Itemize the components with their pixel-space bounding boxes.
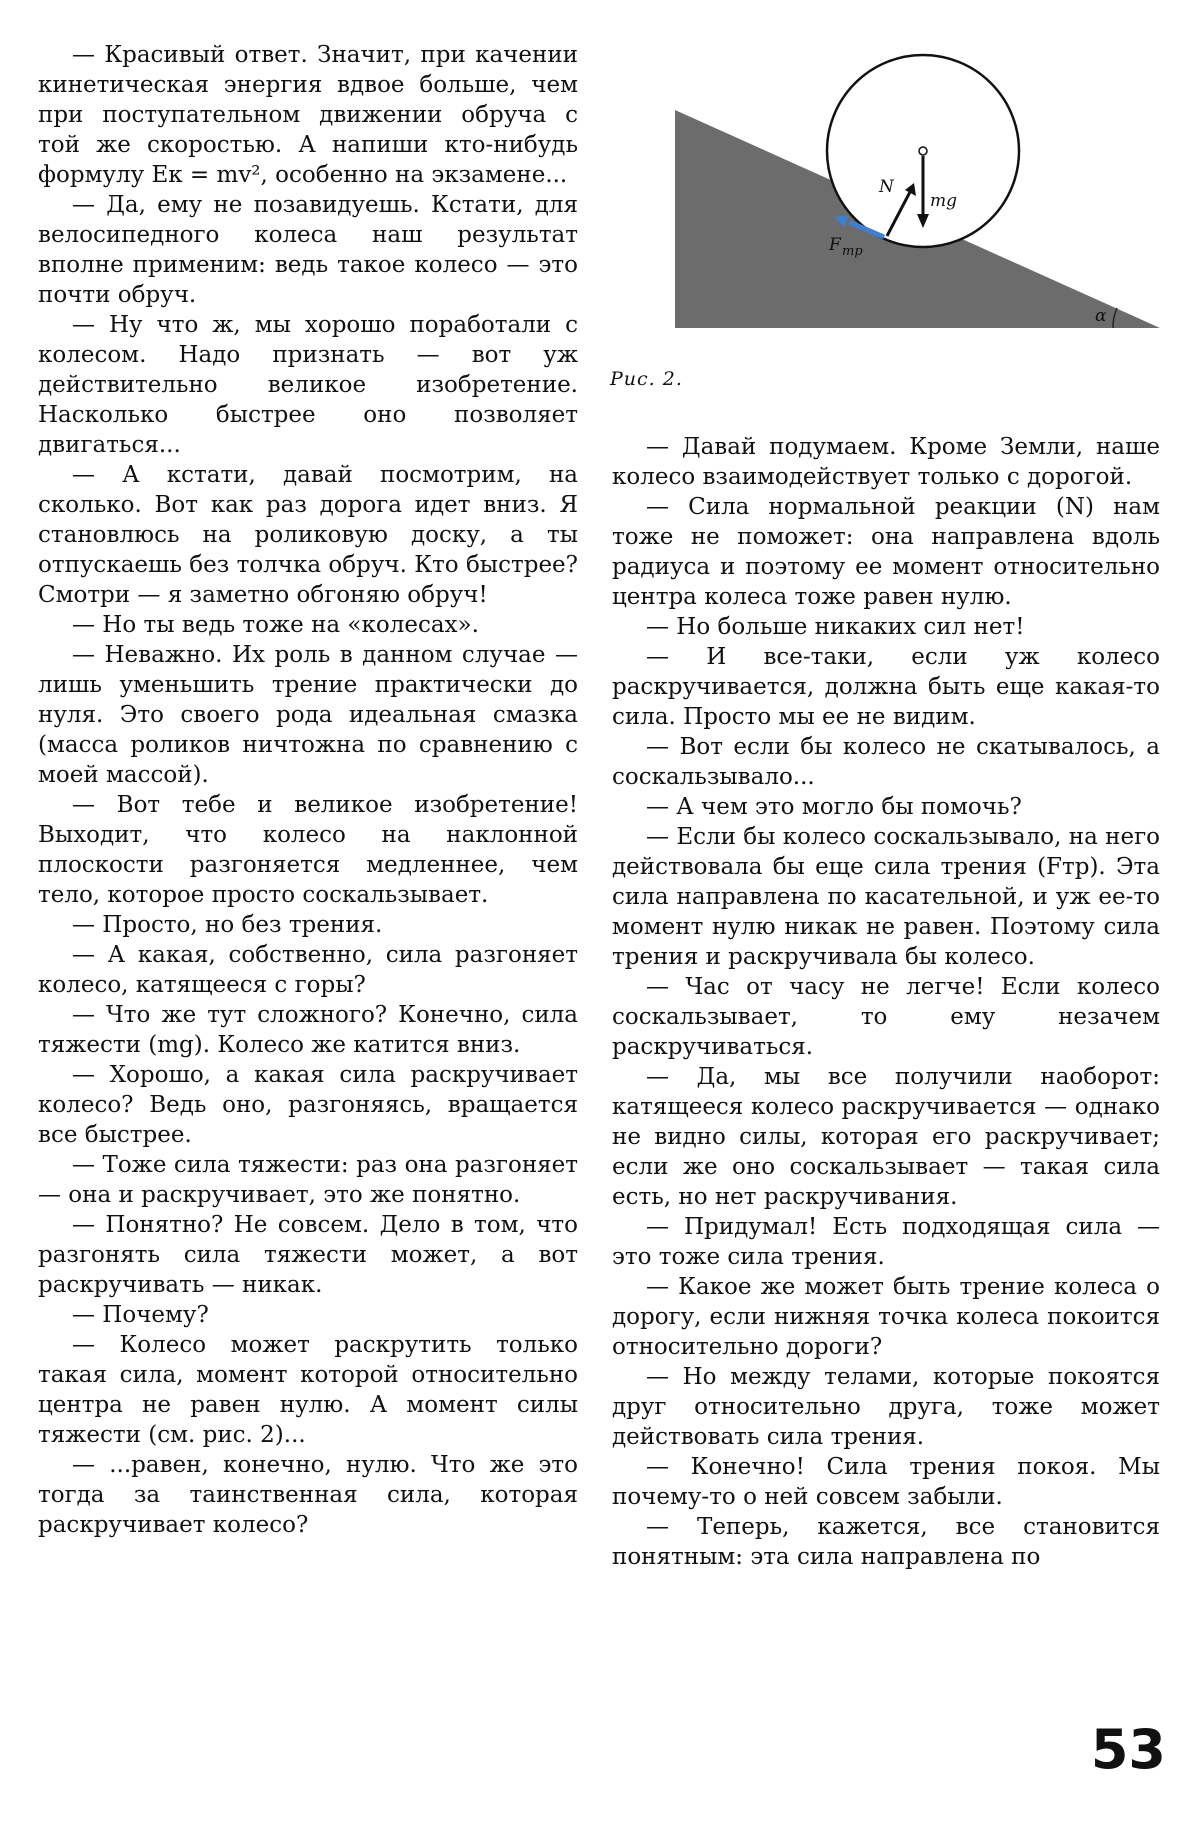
paragraph: — Сила нормальной реакции (N) нам тоже не поможет: она направлена вдоль радиуса и поэтому ее момент относительно центра колеса тоже равен нулю. — [612, 494, 1160, 610]
paragraph: — Вот тебе и великое изобретение! Выходит, что колесо на наклонной плоскости разгоняется медленнее, чем тело, которое просто соскальзывает. — [38, 792, 578, 908]
figure-caption: Рис. 2. — [610, 368, 683, 390]
paragraph: — Тоже сила тяжести: раз она разгоняет — она и раскручивает, это же понятно. — [38, 1152, 578, 1208]
paragraph: — Колесо может раскрутить только такая сила, момент которой относительно центра не равен нулю. А момент силы тяжести (см. рис. 2)... — [38, 1332, 578, 1448]
inclined-plane-figure — [605, 40, 1165, 340]
wheel-center — [919, 147, 927, 155]
paragraph: — Если бы колесо соскальзывало, на него действовала бы еще сила трения (Fтр). Эта сила направлена по касательной, и уж ее-то момент нулю никак не равен. Поэтому сила трения и раскручивала бы колесо. — [612, 824, 1160, 970]
paragraph: — Теперь, кажется, все становится понятным: эта сила направлена по — [612, 1514, 1160, 1570]
gravity-label: mg — [930, 191, 958, 211]
paragraph: — Конечно! Сила трения покоя. Мы почему-то о ней совсем забыли. — [612, 1454, 1160, 1510]
paragraph: — Что же тут сложного? Конечно, сила тяжести (mg). Колесо же катится вниз. — [38, 1002, 578, 1058]
paragraph: — Неважно. Их роль в данном случае — лишь уменьшить трение практически до нуля. Это своего рода идеальная смазка (масса роликов ничтожна по сравнению с моей массой). — [38, 642, 578, 788]
paragraph: — Но между телами, которые покоятся друг относительно друга, тоже может действовать сила трения. — [612, 1364, 1160, 1450]
paragraph: — Хорошо, а какая сила раскручивает колесо? Ведь оно, разгоняясь, вращается все быстрее. — [38, 1062, 578, 1148]
paragraph: — Час от часу не легче! Если колесо соскальзывает, то ему незачем раскручиваться. — [612, 974, 1160, 1060]
paragraph: — Вот если бы колесо не скатывалось, а соскальзывало... — [612, 734, 1160, 790]
friction-label: F — [829, 235, 841, 255]
right-text-column — [612, 432, 1160, 1572]
paragraph: — А какая, собственно, сила разгоняет колесо, катящееся с горы? — [38, 942, 578, 998]
paragraph: — А кстати, давай посмотрим, на сколько. Вот как раз дорога идет вниз. Я становлюсь на роликовую доску, а ты отпускаешь без толчка обруч. Кто быстрее? Смотри — я заметно обгоняю обруч! — [38, 462, 578, 608]
paragraph: — Но ты ведь тоже на «колесах». — [72, 612, 479, 638]
page-number: 53 — [1090, 1718, 1166, 1781]
paragraph: — Ну что ж, мы хорошо поработали с колесом. Надо признать — вот уж действительно великое изобретение. Насколько быстрее оно позволяет двигаться... — [38, 312, 578, 458]
paragraph: — Красивый ответ. Значит, при качении кинетическая энергия вдвое больше, чем при поступательном движении обруча с той же скоростью. А напиши кто-нибудь формулу Eк = mv², особенно на экзамене... — [38, 42, 578, 188]
paragraph: — Да, ему не позавидуешь. Кстати, для велосипедного колеса наш результат вполне применим: ведь такое колесо — это почти обруч. — [38, 192, 578, 308]
paragraph: — Понятно? Не совсем. Дело в том, что разгонять сила тяжести может, а вот раскручивать — никак. — [38, 1212, 578, 1298]
paragraph: — Просто, но без трения. — [72, 912, 383, 938]
paragraph: — Давай подумаем. Кроме Земли, наше колесо взаимодействует только с дорогой. — [612, 434, 1160, 490]
friction-subscript: тр — [842, 244, 863, 259]
paragraph: — ...равен, конечно, нулю. Что же это тогда за таинственная сила, которая раскручивает колесо? — [38, 1452, 578, 1538]
paragraph: — Какое же может быть трение колеса о дорогу, если нижняя точка колеса покоится относительно дороги? — [612, 1274, 1160, 1360]
paragraph: — А чем это могло бы помочь? — [646, 794, 1022, 820]
normal-label: N — [879, 177, 894, 197]
left-text-column — [38, 40, 578, 1540]
paragraph: — Да, мы все получили наоборот: катящееся колесо раскручивается — однако не видно силы, которая его раскручивает; если же оно соскальзывает — такая сила есть, но нет раскручивания. — [612, 1064, 1160, 1210]
paragraph: — Почему? — [72, 1302, 209, 1328]
paragraph: — И все-таки, если уж колесо раскручивается, должна быть еще какая-то сила. Просто мы ее не видим. — [612, 644, 1160, 730]
paragraph: — Придумал! Есть подходящая сила — это тоже сила трения. — [612, 1214, 1160, 1270]
paragraph: — Но больше никаких сил нет! — [646, 614, 1025, 640]
angle-label: α — [1095, 306, 1107, 326]
